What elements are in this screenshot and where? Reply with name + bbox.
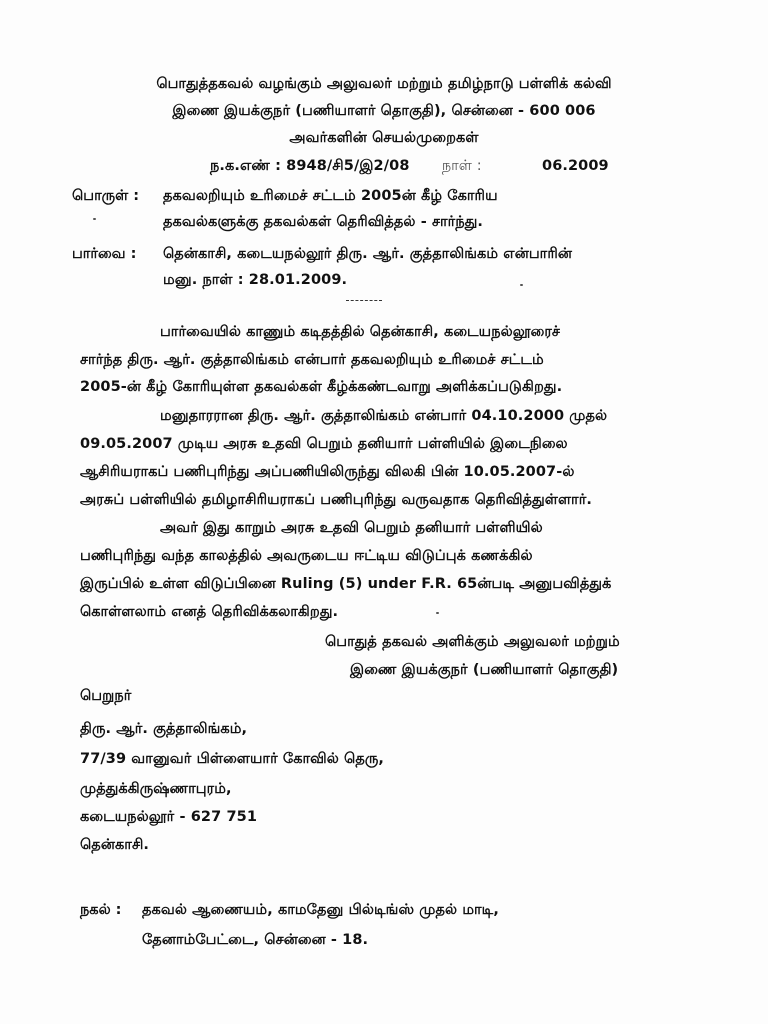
scan-speck (436, 612, 439, 614)
subject-label: பொருள் : (72, 188, 140, 204)
para2-line-1: மனுதாரரான திரு. ஆர். குத்தாலிங்கம் என்பார் 04.10.2000 முதல் (160, 408, 608, 424)
signatory-line-2: இணை இயக்குநர் (பணியாளர் தொகுதி) (350, 662, 619, 678)
separator-line (346, 300, 382, 301)
reference-number-line (210, 156, 609, 176)
scan-speck (520, 284, 523, 286)
para2-line-4: அரசுப் பள்ளியில் தமிழாசிரியராகப் பணிபுரிந்து வருவதாக தெரிவித்துள்ளார். (80, 492, 592, 508)
para3-line-4: கொள்ளலாம் எனத் தெரிவிக்கலாகிறது. (80, 604, 339, 620)
recipient-label: பெறுநர் (80, 688, 132, 704)
reference-label: பார்வை : (72, 246, 137, 262)
copy-label: நகல் : (80, 902, 122, 918)
reference-line-1: தென்காசி, கடையநல்லூர் திரு. ஆர். குத்தாலிங்கம் என்பாரின் (163, 246, 573, 262)
signatory-line-1: பொதுத் தகவல் அளிக்கும் அலுவலர் மற்றும் (325, 634, 620, 650)
para3-line-2: பணிபுரிந்து வந்த காலத்தில் அவருடைய ஈட்டிய விடுப்புக் கணக்கில் (80, 548, 533, 564)
para1-line-2: சார்ந்த திரு. ஆர். குத்தாலிங்கம் என்பார் தகவலறியும் உரிமைச் சட்டம் (80, 352, 544, 368)
header-proceedings-line: அவர்களின் செயல்முறைகள் (289, 130, 479, 146)
reference-line-2: மனு. நாள் : 28.01.2009. (163, 272, 348, 288)
header-office-line: பொதுத்தகவல் வழங்கும் அலுவலர் மற்றும் தமிழ்நாடு பள்ளிக் கல்வி (156, 76, 612, 92)
recipient-street: 77/39 வானுவர் பிள்ளையார் கோவில் தெரு, (80, 751, 385, 767)
recipient-district: தென்காசி. (80, 837, 150, 853)
header-designation-line: இணை இயக்குநர் (பணியாளர் தொகுதி), சென்னை - 600 006 (172, 103, 596, 119)
para1-line-1: பார்வையில் காணும் கடிதத்தில் தென்காசி, கடையநல்லூரைச் (160, 324, 561, 340)
para3-line-1: அவர் இது காறும் அரசு உதவி பெறும் தனியார் பள்ளியில் (160, 520, 543, 536)
recipient-name: திரு. ஆர். குத்தாலிங்கம், (80, 721, 248, 737)
para1-line-3: 2005-ன் கீழ் கோரியுள்ள தகவல்கள் கீழ்க்கண்டவாறு அளிக்கப்படுகிறது. (80, 379, 563, 395)
subject-line-2: தகவல்களுக்கு தகவல்கள் தெரிவித்தல் - சார்ந்து. (163, 214, 484, 230)
copy-line-1: தகவல் ஆணையம், காமதேனு பில்டிங்ஸ் முதல் மாடி, (142, 902, 499, 918)
scan-speck (93, 218, 96, 220)
para3-line-3: இருப்பில் உள்ள விடுப்பினை Ruling (5) under F.R. 65ன்படி அனுபவித்துக் (80, 576, 612, 592)
recipient-area: முத்துக்கிருஷ்ணாபுரம், (80, 781, 232, 797)
reference-number: ந.க.எண் : 8948/சி5/இ2/08 (210, 158, 410, 174)
date-value: 06.2009 (542, 158, 609, 174)
para2-line-2: 09.05.2007 முடிய அரசு உதவி பெறும் தனியார் பள்ளியில் இடைநிலை (80, 436, 568, 452)
date-label: நாள் : (441, 158, 482, 174)
copy-line-2: தேனாம்பேட்டை, சென்னை - 18. (142, 932, 369, 948)
subject-line-1: தகவலறியும் உரிமைச் சட்டம் 2005ன் கீழ் கோரிய (163, 188, 498, 204)
recipient-town: கடையநல்லூர் - 627 751 (80, 809, 258, 825)
para2-line-3: ஆசிரியராகப் பணிபுரிந்து அப்பணியிலிருந்து விலகி பின் 10.05.2007-ல் (80, 464, 575, 480)
